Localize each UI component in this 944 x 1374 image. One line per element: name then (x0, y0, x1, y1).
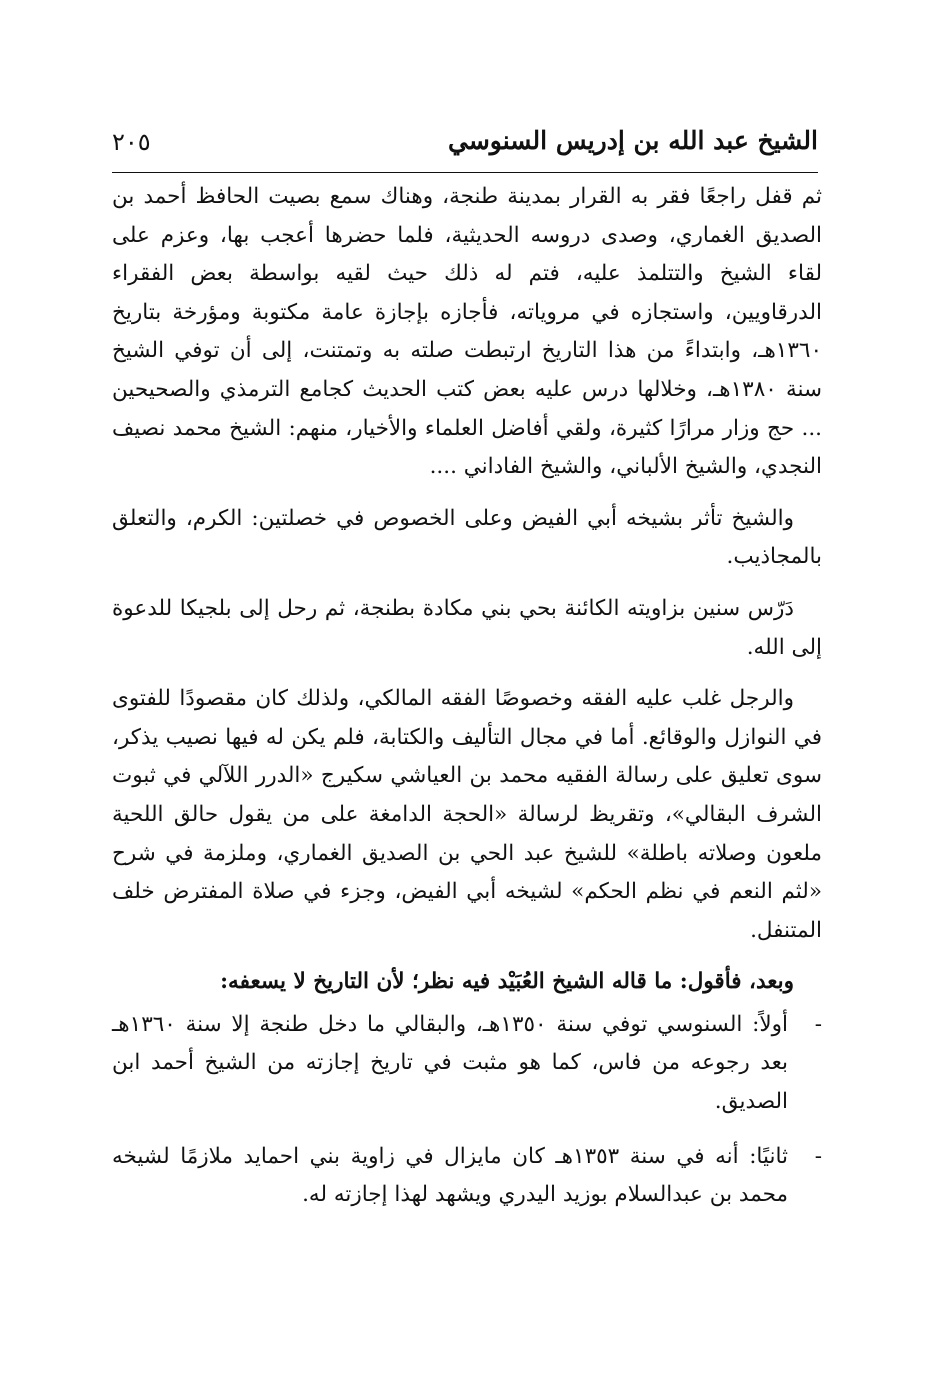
point-text: أولاً: السنوسي توفي سنة ١٣٥٠هـ، والبقالي ما دخل طنجة إلا سنة ١٣٦٠هـ بعد رجوعه من فاس، كما هو مثبت في تاريخ إجازته من الشيخ أحمد ابن الصديق. (112, 1011, 788, 1115)
paragraph-teaching: دَرّس سنين بزاويته الكائنة بحي بني مكادة بطنجة، ثم رحل إلى بلجيكا للدعوة إلى الله. (112, 595, 822, 660)
body-text (112, 178, 822, 1231)
statement-heading: وبعد، فأقول: ما قاله الشيخ العُبَيْد فيه نظر؛ لأن التاريخ لا يسعفه: (220, 969, 794, 995)
paragraph-biography: ثم قفل راجعًا فقر به القرار بمدينة طنجة، وهناك سمع بصيت الحافظ أحمد بن الصديق الغماري، وصدى دروسه الحديثية، فلما حضرها أعجب بها، وعزم على لقاء الشيخ والتتلمذ عليه، فتم له ذلك حيث لقيه بواسطة بعض الفقراء الدرقاويين، واستجازه في مروياته، فأجازه بإجازة عامة مكتوبة ومؤرخة بتاريخ ١٣٦٠هـ، وابتداءً من هذا التاريخ ارتبطت صلته به وتمتنت، إلى أن توفي الشيخ سنة ١٣٨٠هـ، وخلالها درس عليه بعض كتب الحديث كجامع الترمذي والصحيحين ... حج وزار مرارًا كثيرة، ولقي أفاضل العلماء والأخيار، منهم: الشيخ محمد نصيف النجدي، والشيخ الألباني، والشيخ الفاداني .... (112, 184, 822, 480)
page-number: ٢٠٥ (112, 128, 151, 156)
paragraph-influence: والشيخ تأثر بشيخه أبي الفيض وعلى الخصوص في خصلتين: الكرم، والتعلق بالمجاذيب. (112, 505, 822, 570)
page-header (112, 120, 818, 168)
bullet-dash: - (814, 1143, 822, 1169)
running-title: الشيخ عبد الله بن إدريس السنوسي (448, 126, 818, 155)
header-rule (112, 172, 818, 173)
point-text: ثانيًا: أنه في سنة ١٣٥٣هـ كان مايزال في زاوية بني احمايد ملازمًا لشيخه محمد بن عبدالسلام بوزيد اليدري ويشهد لهذا إجازته له. (112, 1143, 788, 1208)
point-item (112, 1006, 822, 1122)
paragraph-fiqh-works: والرجل غلب عليه الفقه وخصوصًا الفقه المالكي، ولذلك كان مقصودًا للفتوى في النوازل والوقائع. أما في مجال التأليف والكتابة، فلم يكن له فيها نصيب يذكر، سوى تعليق على رسالة الفقيه محمد بن العياشي سكيرج «الدرر اللآلي في ثبوت الشرف البقالي»، وتقريظ لرسالة «الحجة الدامغة على من يقول حالق اللحية ملعون وصلاته باطلة» للشيخ عبد الحي بن الصديق الغماري، وملزمة في شرح «لثم النعم في نظم الحكم» لشيخه أبي الفيض، وجزء في صلاة المفترض خلف المتنفل. (112, 686, 822, 943)
bullet-dash: - (814, 1011, 822, 1037)
point-item (112, 1138, 822, 1215)
